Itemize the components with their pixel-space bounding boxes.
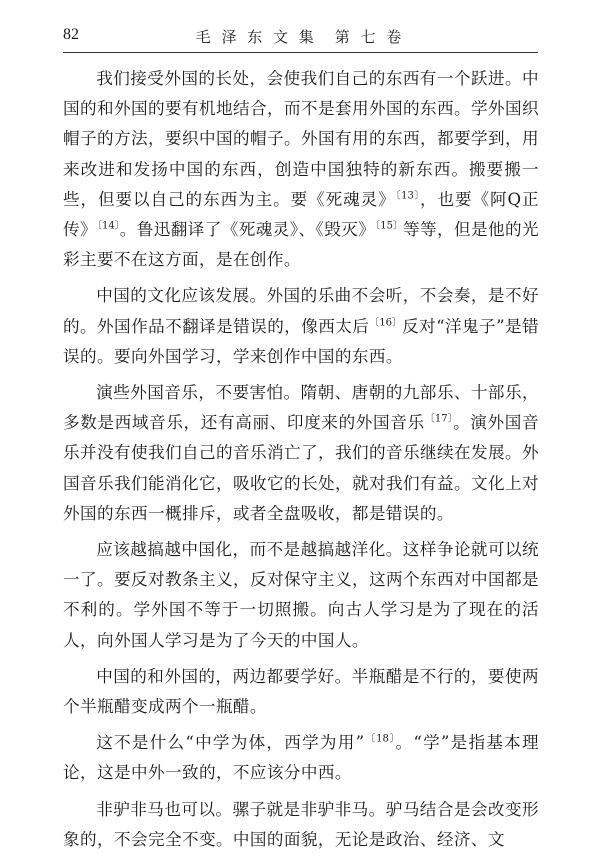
paragraph bbox=[63, 662, 539, 722]
text-segment: 反对“洋鬼子”是错误的。要向外国学习，学来创作中国的东西。 bbox=[63, 316, 539, 366]
footnote-marker: 〔13〕 bbox=[395, 190, 420, 202]
text-segment: 等等，但是他的光彩主要不在这方面，是在创作。 bbox=[63, 220, 539, 270]
paragraph bbox=[63, 535, 539, 656]
text-segment: 这不是什么“中学为体，西学为用” bbox=[96, 733, 365, 753]
page-number: 82 bbox=[63, 26, 79, 43]
footnote-marker: 〔18〕 bbox=[364, 733, 396, 745]
header-rule bbox=[63, 52, 538, 53]
text-segment: 中国的文化应该发展。外国的乐曲不会听，不会奏，是不好的。外国作品不翻译是错误的，像西太后 bbox=[63, 286, 539, 336]
text-segment: 。“学”是指基本理论，这是中外一致的，不应该分中西。 bbox=[63, 733, 539, 783]
paragraph bbox=[63, 728, 539, 788]
text-segment: 应该越搞越中国化，而不是越搞越洋化。这样争论就可以统一了。要反对教条主义，反对保守主义，这两个东西对中国都是不利的。学外国不等于一切照搬。向古人学习是为了现在的活人，向外国人学习是为了今天的中国人。 bbox=[63, 540, 539, 650]
paragraph bbox=[63, 378, 539, 529]
text-segment: 。鲁迅翻译了《死魂灵》、《毁灭》 bbox=[119, 220, 376, 240]
text-segment: 演些外国音乐，不要害怕。隋朝、唐朝的九部乐、十部乐，多数是西域音乐，还有高丽、印度来的外国音乐 bbox=[63, 383, 539, 433]
text-segment: 我们接受外国的长处，会使我们自己的东西有一个跃进。中国的和外国的要有机地结合，而不是套用外国的东西。学外国织帽子的方法，要织中国的帽子。外国有用的东西，都要学到，用来改进和发扬中国的东西，创造中国独特的新东西。搬要搬一些，但要以自己的东西为主。要《死魂灵》 bbox=[63, 69, 539, 209]
paragraph bbox=[63, 64, 539, 275]
footnote-marker: 〔15〕 bbox=[375, 220, 403, 232]
text-segment: 中国的和外国的，两边都要学好。半瓶醋是不行的，要使两个半瓶醋变成两个一瓶醋。 bbox=[63, 666, 539, 717]
footnote-marker: 〔17〕 bbox=[424, 413, 454, 425]
text-segment: ，也要《阿Q正传》 bbox=[63, 189, 539, 240]
page-header bbox=[0, 0, 600, 56]
text-segment: 。演外国音乐并没有使我们自己的音乐消亡了，我们的音乐继续在发展。外国音乐我们能消化它，吸收它的长处，就对我们有益。文化上对外国的东西一概排斥，或者全盘吸收，都是错误的。 bbox=[63, 413, 539, 523]
paragraph bbox=[63, 281, 539, 372]
footnote-marker: 〔16〕 bbox=[369, 317, 403, 329]
body-text bbox=[63, 64, 539, 861]
text-segment: 非驴非马也可以。骡子就是非驴非马。驴马结合是会改变形象的，不会完全不变。中国的面貌，无论是政治、经济、文 bbox=[63, 799, 539, 849]
running-title: 毛 泽 东 文 集 第 七 卷 bbox=[195, 28, 405, 46]
paragraph bbox=[63, 795, 539, 855]
footnote-marker: 〔14〕 bbox=[97, 220, 120, 232]
